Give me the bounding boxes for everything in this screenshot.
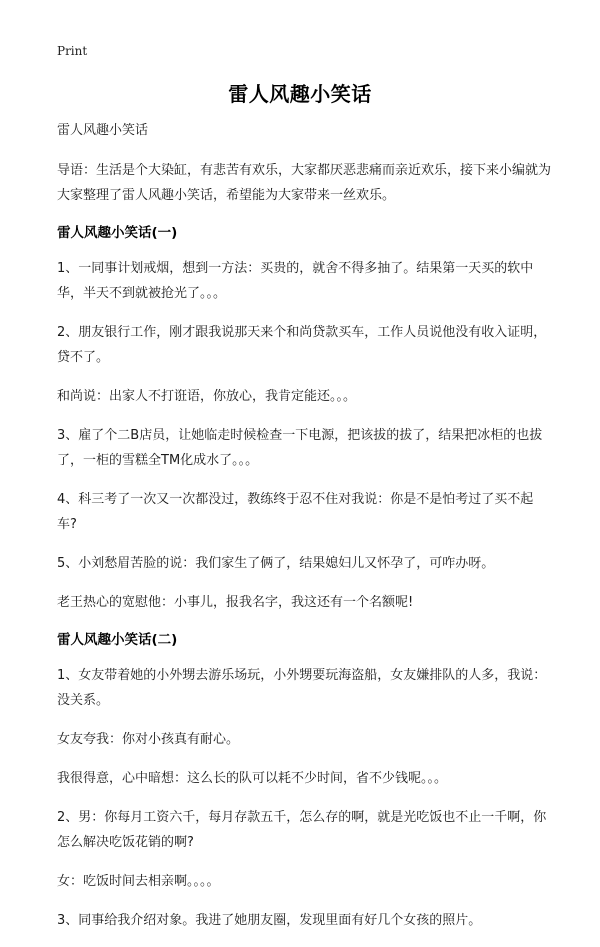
paragraph: 老王热心的宽慰他：小事儿，报我名字，我这还有一个名额呢!	[57, 595, 414, 610]
paragraph: 女：吃饭时间去相亲啊。。。。	[57, 874, 220, 889]
section-heading-1: 雷人风趣小笑话(一)	[57, 225, 178, 241]
paragraph: 4、科三考了一次又一次都没过，教练终于忍不住对我说：你是不是怕考过了买不起车?	[57, 492, 534, 532]
paragraph: 1、一同事计划戒烟，想到一方法：买贵的，就舍不得多抽了。结果第一天买的软中华，半天不到就被抢光了。。。	[57, 261, 534, 301]
paragraph: 2、朋友银行工作，刚才跟我说那天来个和尚贷款买车，工作人员说他没有收入证明，贷不了。	[57, 325, 547, 365]
paragraph: 1、女友带着她的小外甥去游乐场玩，小外甥要玩海盗船，女友嫌排队的人多，我说：没关系。	[57, 668, 547, 708]
paragraph: 3、同事给我介绍对象。我进了她朋友圈，发现里面有好几个女孩的照片。	[57, 913, 482, 928]
paragraph: 我很得意，心中暗想：这么长的队可以耗不少时间，省不少钱呢。。。	[57, 771, 448, 786]
paragraph: 3、雇了个二B店员，让她临走时候检查一下电源，把该拔的拔了，结果把冰柜的也拔了，一柜的雪糕全TM化成水了。。。	[57, 428, 543, 468]
paragraph: 5、小刘愁眉苦脸的说：我们家生了俩了，结果媳妇儿又怀孕了，可咋办呀。	[57, 556, 495, 571]
paragraph: 2、男：你每月工资六千，每月存款五千，怎么存的啊，就是光吃饭也不止一千啊，你怎么解决吃饭花销的啊?	[57, 810, 547, 850]
print-link[interactable]: Print	[57, 44, 88, 58]
paragraph: 和尚说：出家人不打诳语，你放心，我肯定能还。。。	[57, 389, 357, 404]
section-heading-2: 雷人风趣小笑话(二)	[57, 632, 178, 648]
page-title: 雷人风趣小笑话	[228, 82, 372, 106]
article-body	[57, 118, 553, 947]
paragraph: 女友夸我：你对小孩真有耐心。	[57, 732, 240, 747]
intro-paragraph: 导语：生活是个大染缸，有悲苦有欢乐，大家都厌恶悲痛而亲近欢乐，接下来小编就为大家整理了雷人风趣小笑话，希望能为大家带来一丝欢乐。	[57, 163, 552, 203]
article-subtitle: 雷人风趣小笑话	[57, 123, 149, 138]
